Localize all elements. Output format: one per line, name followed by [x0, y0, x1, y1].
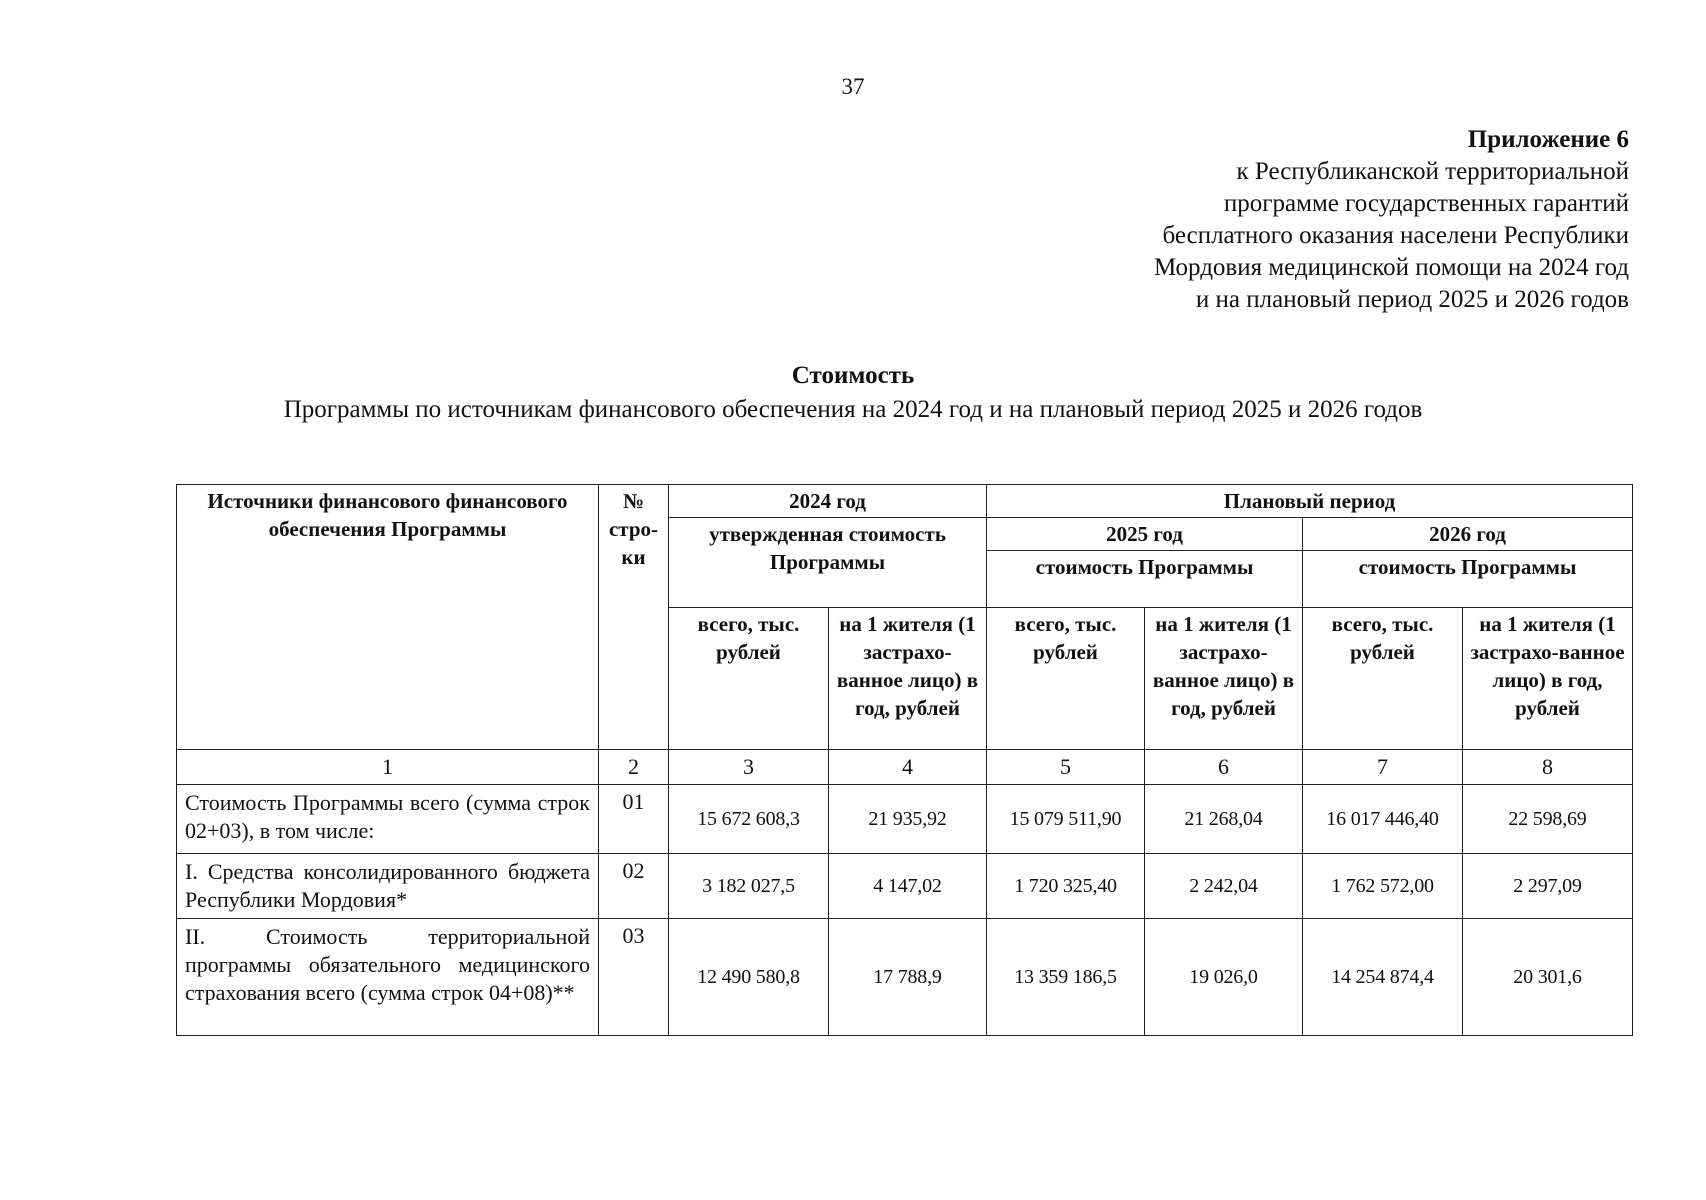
header-source: Источники финансового финансового обеспечения Программы [177, 485, 599, 750]
cell-total-2026: 1 762 572,00 [1303, 854, 1463, 919]
appendix-block [1154, 124, 1629, 316]
cell-per-capita-2024: 21 935,92 [829, 785, 987, 854]
row-code: 01 [599, 785, 669, 854]
page-number: 37 [841, 74, 865, 99]
header-per-capita-2024: на 1 жителя (1 застрахо-ванное лицо) в год, рублей [829, 608, 987, 750]
cell-total-2025: 15 079 511,90 [987, 785, 1145, 854]
column-number: 8 [1463, 750, 1633, 785]
appendix-line: к Республиканской территориальной [1236, 158, 1629, 185]
header-row-number: № стро-ки [599, 485, 669, 750]
table-row [177, 854, 1633, 919]
cell-per-capita-2024: 17 788,9 [829, 919, 987, 1036]
row-source: Стоимость Программы всего (сумма строк 02+03), в том числе: [177, 785, 599, 854]
column-number: 1 [177, 750, 599, 785]
header-year-2025: 2025 год [987, 518, 1303, 551]
row-source: II. Стоимость территориальной программы обязательного медицинского страхования всего (сумма строк 04+08)** [177, 919, 599, 1036]
header-approved-cost: утвержденная стоимость Программы [669, 518, 987, 608]
column-number: 6 [1145, 750, 1303, 785]
row-code: 02 [599, 854, 669, 919]
row-code: 03 [599, 919, 669, 1036]
cell-total-2024: 3 182 027,5 [669, 854, 829, 919]
cell-total-2026: 16 017 446,40 [1303, 785, 1463, 854]
cell-total-2025: 1 720 325,40 [987, 854, 1145, 919]
appendix-line: бесплатного оказания населени Республики [1162, 222, 1629, 249]
header-per-capita-2025: на 1 жителя (1 застрахо-ванное лицо) в год, рублей [1145, 608, 1303, 750]
cell-per-capita-2026: 22 598,69 [1463, 785, 1633, 854]
column-number: 4 [829, 750, 987, 785]
cell-per-capita-2025: 19 026,0 [1145, 919, 1303, 1036]
document-subtitle: Программы по источникам финансового обеспечения на 2024 год и на плановый период 2025 и 2026 годов [283, 396, 1423, 423]
header-year-2026: 2026 год [1303, 518, 1633, 551]
appendix-title: Приложение 6 [1467, 126, 1629, 153]
column-number-row [177, 750, 1633, 785]
row-source: I. Средства консолидированного бюджета Республики Мордовия* [177, 854, 599, 919]
table-row [177, 919, 1633, 1036]
header-total-2025: всего, тыс. рублей [987, 608, 1145, 750]
cell-per-capita-2024: 4 147,02 [829, 854, 987, 919]
cell-total-2024: 15 672 608,3 [669, 785, 829, 854]
header-planned-period: Плановый период [987, 485, 1633, 518]
cell-per-capita-2025: 21 268,04 [1145, 785, 1303, 854]
cell-per-capita-2026: 2 297,09 [1463, 854, 1633, 919]
appendix-line: и на плановый период 2025 и 2026 годов [1195, 286, 1629, 313]
header-total-2024: всего, тыс. рублей [669, 608, 829, 750]
header-total-2026: всего, тыс. рублей [1303, 608, 1463, 750]
table-row [177, 785, 1633, 854]
cell-per-capita-2026: 20 301,6 [1463, 919, 1633, 1036]
cell-total-2026: 14 254 874,4 [1303, 919, 1463, 1036]
cost-table [176, 484, 1633, 1036]
header-year-2024: 2024 год [669, 485, 987, 518]
header-per-capita-2026: на 1 жителя (1 застрахо-ванное лицо) в год, рублей [1463, 608, 1633, 750]
cell-per-capita-2025: 2 242,04 [1145, 854, 1303, 919]
appendix-line: программе государственных гарантий [1223, 190, 1629, 217]
document-title: Стоимость [791, 362, 915, 389]
column-number: 7 [1303, 750, 1463, 785]
cell-total-2024: 12 490 580,8 [669, 919, 829, 1036]
header-program-cost-2025: стоимость Программы [987, 551, 1303, 608]
column-number: 5 [987, 750, 1145, 785]
column-number: 3 [669, 750, 829, 785]
appendix-line: Мордовия медицинской помощи на 2024 год [1153, 254, 1629, 281]
header-program-cost-2026: стоимость Программы [1303, 551, 1633, 608]
cell-total-2025: 13 359 186,5 [987, 919, 1145, 1036]
column-number: 2 [599, 750, 669, 785]
